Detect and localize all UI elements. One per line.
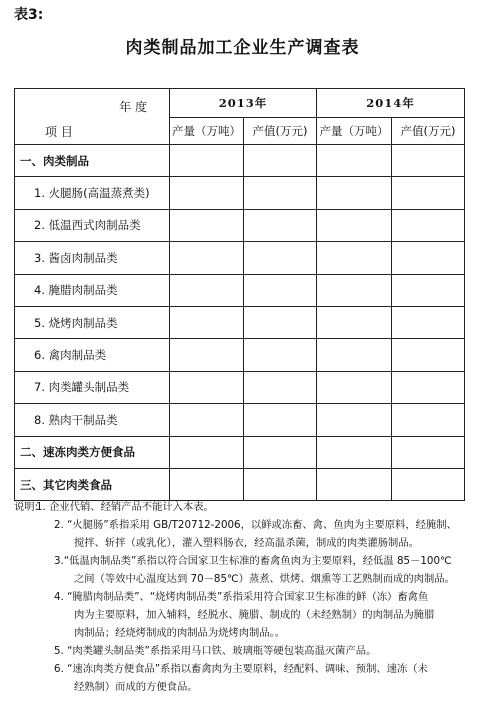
category-label: 一、肉类制品 [15, 145, 170, 177]
data-cell[interactable] [244, 404, 317, 436]
note-item: 4. “腌腊肉制品类”、“烧烤肉制品类”系指采用符合国家卫生标准的鲜（冻）畜禽鱼 [54, 591, 429, 603]
item-label: 1. 火腿肠(高温蒸煮类) [15, 177, 170, 209]
note-item: 6. “速冻肉类方便食品”系指以畜禽肉为主要原料，经配料、调味、预制、速冻（未 [54, 663, 428, 675]
data-cell[interactable] [392, 274, 465, 306]
table-row [15, 404, 465, 436]
note-continuation: 经熟制）而成的方便食品。 [74, 681, 198, 693]
data-cell[interactable] [317, 209, 392, 241]
data-cell[interactable] [392, 371, 465, 403]
year-2014-header: 2014年 [317, 89, 465, 118]
item-label: 5. 烧烤肉制品类 [15, 306, 170, 338]
note-continuation: 搅拌、斩拌（或乳化），灌入塑料肠衣，经高温杀菌，制成的肉类灌肠制品。 [74, 537, 419, 549]
data-cell[interactable] [170, 145, 244, 177]
data-cell[interactable] [392, 209, 465, 241]
data-cell[interactable] [392, 306, 465, 338]
data-cell[interactable] [392, 404, 465, 436]
data-cell[interactable] [170, 468, 244, 500]
table-body [15, 145, 465, 501]
header-corner-cell [15, 89, 170, 145]
table-row [15, 468, 465, 500]
table-row [15, 306, 465, 338]
table-row [15, 371, 465, 403]
table-row [15, 145, 465, 177]
col-value-2014: 产值(万元) [392, 118, 465, 145]
page-title: 肉类制品加工企业生产调查表 [125, 38, 360, 58]
category-label: 二、速冻肉类方便食品 [15, 436, 170, 468]
table-row [15, 242, 465, 274]
table-number-label: 表3: [14, 7, 44, 23]
data-cell[interactable] [317, 436, 392, 468]
note-list [14, 516, 474, 696]
survey-table [14, 88, 465, 501]
data-cell[interactable] [244, 371, 317, 403]
data-cell[interactable] [317, 339, 392, 371]
col-output-2013: 产量（万吨） [170, 118, 244, 145]
data-cell[interactable] [170, 274, 244, 306]
data-cell[interactable] [317, 404, 392, 436]
note-continuation: 肉为主要原料，加入辅料，经脱水、腌腊、制成的（未经熟制）的肉制品为腌腊 [74, 609, 435, 621]
table-row [15, 274, 465, 306]
data-cell[interactable] [317, 242, 392, 274]
data-cell[interactable] [170, 177, 244, 209]
data-cell[interactable] [244, 145, 317, 177]
data-cell[interactable] [244, 177, 317, 209]
data-cell[interactable] [392, 145, 465, 177]
data-cell[interactable] [392, 242, 465, 274]
note-item: 5. “肉类罐头制品类”系指采用马口铁、玻璃瓶等硬包装高温灭菌产品。 [54, 645, 377, 657]
item-label: 7. 肉类罐头制品类 [15, 371, 170, 403]
col-output-2014: 产量（万吨） [317, 118, 392, 145]
note-continuation: 肉制品；经烧烤制成的肉制品为烧烤肉制品。。 [74, 627, 286, 639]
year-2013-header: 2013年 [170, 89, 317, 118]
data-cell[interactable] [392, 468, 465, 500]
data-cell[interactable] [170, 371, 244, 403]
data-cell[interactable] [392, 436, 465, 468]
table-row [15, 436, 465, 468]
data-cell[interactable] [244, 339, 317, 371]
item-label: 3. 酱卤肉制品类 [15, 242, 170, 274]
item-label: 4. 腌腊肉制品类 [15, 274, 170, 306]
data-cell[interactable] [170, 436, 244, 468]
data-cell[interactable] [317, 306, 392, 338]
note-text: 1. 企业代销、经销产品不能计入本表。 [36, 501, 214, 513]
data-cell[interactable] [244, 209, 317, 241]
data-cell[interactable] [170, 339, 244, 371]
table-row [15, 177, 465, 209]
data-cell[interactable] [392, 339, 465, 371]
col-value-2013: 产值(万元) [244, 118, 317, 145]
data-cell[interactable] [317, 371, 392, 403]
data-cell[interactable] [317, 145, 392, 177]
table-row [15, 209, 465, 241]
data-cell[interactable] [392, 177, 465, 209]
data-cell[interactable] [244, 468, 317, 500]
data-cell[interactable] [244, 274, 317, 306]
data-cell[interactable] [244, 242, 317, 274]
data-cell[interactable] [317, 274, 392, 306]
note-item [14, 498, 474, 516]
category-label: 三、其它肉类食品 [15, 468, 170, 500]
data-cell[interactable] [170, 242, 244, 274]
data-cell[interactable] [317, 468, 392, 500]
table-row [15, 339, 465, 371]
note-item: 2. “火腿肠”系指采用 GB/T20712-2006，以鲜或冻畜、禽、鱼肉为主要原料，经腌制、 [54, 519, 457, 531]
data-cell[interactable] [244, 436, 317, 468]
note-item: 3.“低温肉制品类”系指以符合国家卫生标准的畜禽鱼肉为主要原料，经低温 85－100℃ [54, 555, 452, 567]
note-continuation: 之间（等效中心温度达到 70－85℃）蒸煮、烘烤、烟熏等工艺熟制而成的肉制品。 [74, 573, 455, 585]
data-cell[interactable] [317, 177, 392, 209]
notes-section [14, 498, 474, 696]
data-cell[interactable] [170, 404, 244, 436]
item-label: 6. 禽肉制品类 [15, 339, 170, 371]
year-header-label: 年 度 [119, 100, 147, 114]
data-cell[interactable] [170, 306, 244, 338]
item-label: 8. 熟肉干制品类 [15, 404, 170, 436]
notes-label: 说明: [14, 501, 39, 513]
item-label: 2. 低温西式肉制品类 [15, 209, 170, 241]
data-cell[interactable] [170, 209, 244, 241]
item-header-label: 项 目 [45, 125, 73, 139]
data-cell[interactable] [244, 306, 317, 338]
